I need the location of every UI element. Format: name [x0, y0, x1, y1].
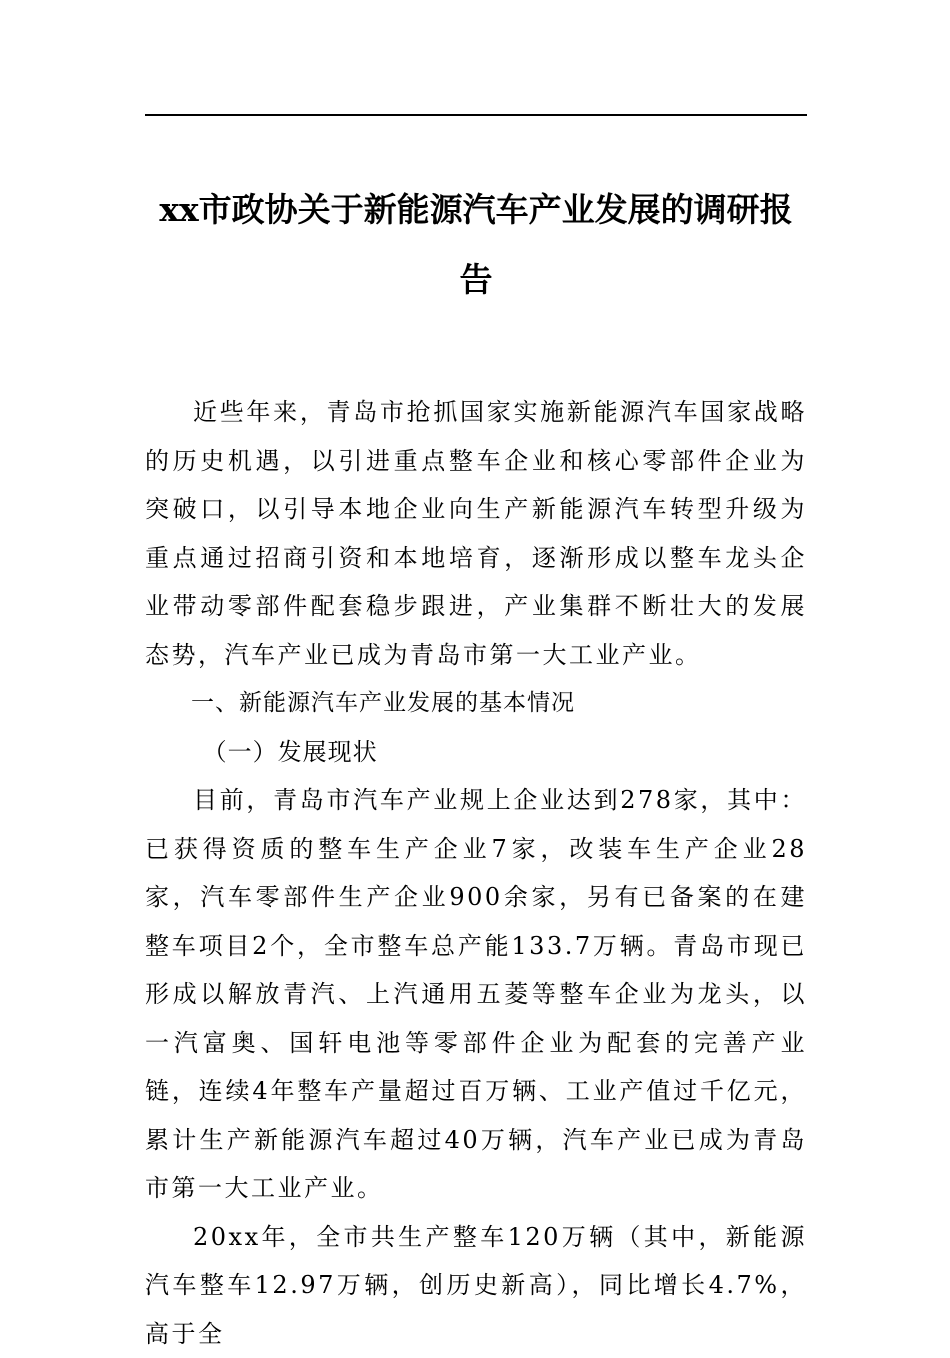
header-rule [145, 114, 807, 116]
section-heading: 一、新能源汽车产业发展的基本情况 [145, 679, 807, 728]
intro-paragraph: 近些年来，青岛市抢抓国家实施新能源汽车国家战略的历史机遇，以引进重点整车企业和核心零部件企业为突破口，以引导本地企业向生产新能源汽车转型升级为重点通过招商引资和本地培育，逐渐形成以整车龙头企业带动零部件配套稳步跟进，产业集群不断壮大的发展态势，汽车产业已成为青岛市第一大工业产业。 [145, 388, 807, 679]
report-body [145, 388, 807, 1358]
annual-output-paragraph: 20xx年，全市共生产整车120万辆（其中，新能源汽车整车12.97万辆，创历史新高），同比增长4.7%，高于全 [145, 1213, 807, 1358]
report-title: xx市政协关于新能源汽车产业发展的调研报告 [145, 175, 807, 315]
status-paragraph: 目前，青岛市汽车产业规上企业达到278家，其中：已获得资质的整车生产企业7家，改装车生产企业28家，汽车零部件生产企业900余家，另有已备案的在建整车项目2个，全市整车总产能133.7万辆。青岛市现已形成以解放青汽、上汽通用五菱等整车企业为龙头，以一汽富奥、国轩电池等零部件企业为配套的完善产业链，连续4年整车产量超过百万辆、工业产值过千亿元，累计生产新能源汽车超过40万辆，汽车产业已成为青岛市第一大工业产业。 [145, 776, 807, 1213]
subsection-heading: （一）发展现状 [145, 728, 807, 777]
